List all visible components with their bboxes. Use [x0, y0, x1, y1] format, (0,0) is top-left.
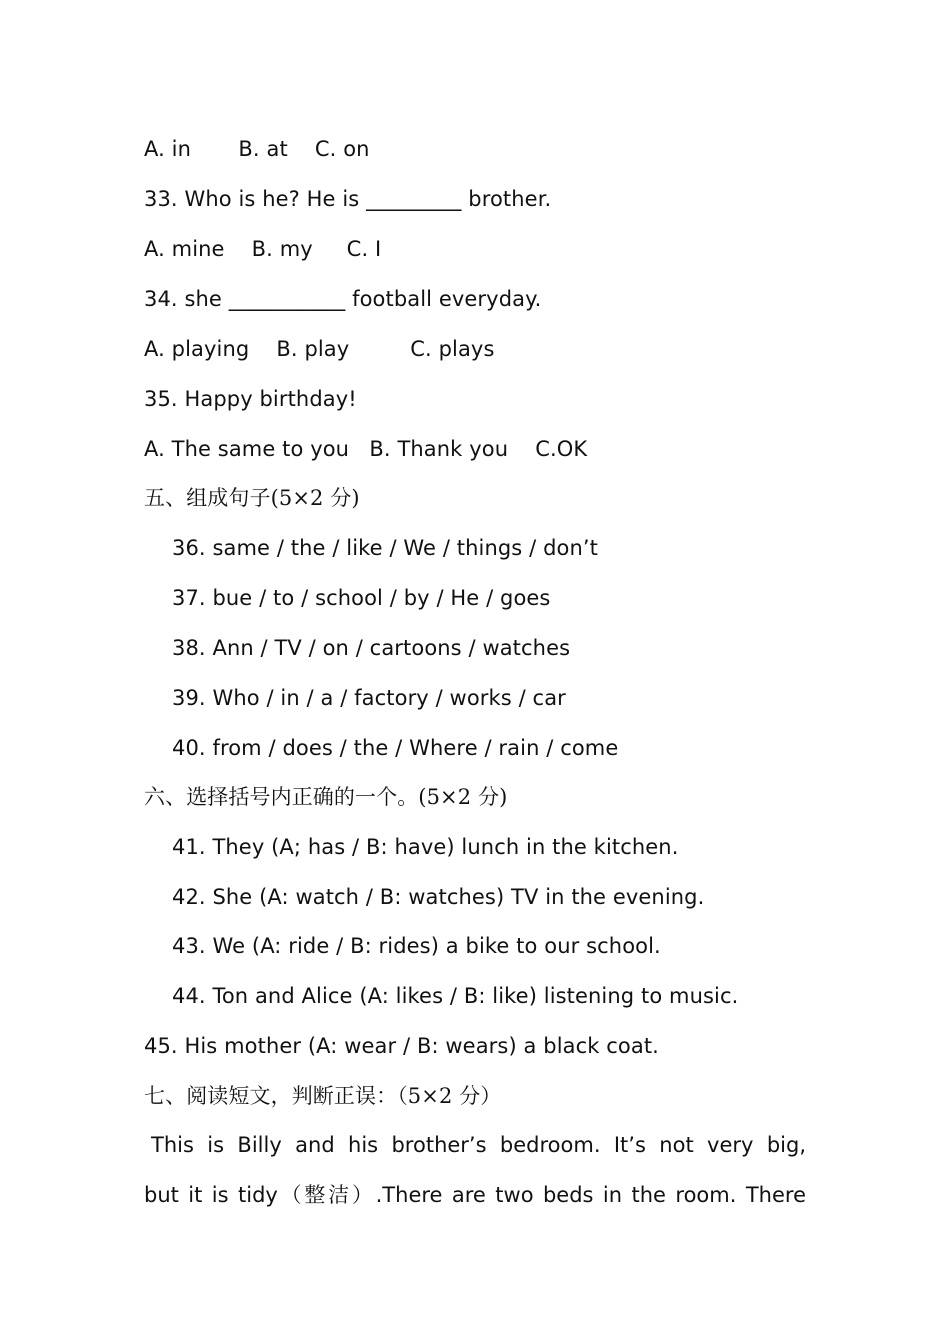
question-33: 33. Who is he? He is _________ brother. — [144, 187, 552, 211]
question-41: 41. They (A; has / B: have) lunch in the kitchen. — [172, 835, 679, 859]
section-7-heading: 七、阅读短文，判断正误：（5×2 分） — [144, 1084, 502, 1108]
question-42: 42. She (A: watch / B: watches) TV in the evening. — [172, 885, 705, 909]
question-43: 43. We (A: ride / B: rides) a bike to our school. — [172, 934, 661, 958]
q35-options: A. The same to you B. Thank you C.OK — [144, 437, 588, 461]
question-37: 37. bue / to / school / by / He / goes — [172, 586, 551, 610]
passage-line-2: but it is tidy（整洁）.There are two beds in the room. There — [144, 1183, 806, 1207]
question-45: 45. His mother (A: wear / B: wears) a black coat. — [144, 1034, 659, 1058]
question-40: 40. from / does / the / Where / rain / come — [172, 736, 619, 760]
question-34: 34. she ___________ football everyday. — [144, 287, 542, 311]
section-5-heading: 五、组成句子(5×2 分) — [144, 486, 360, 510]
q33-options: A. mine B. my C. I — [144, 237, 382, 261]
section-6-heading: 六、选择括号内正确的一个。(5×2 分) — [144, 785, 508, 809]
question-39: 39. Who / in / a / factory / works / car — [172, 686, 566, 710]
question-35: 35. Happy birthday! — [144, 387, 357, 411]
question-38: 38. Ann / TV / on / cartoons / watches — [172, 636, 571, 660]
question-36: 36. same / the / like / We / things / don’t — [172, 536, 598, 560]
question-44: 44. Ton and Alice (A: likes / B: like) listening to music. — [172, 984, 739, 1008]
q32-options: A. in B. at C. on — [144, 137, 370, 161]
passage-line-1: This is Billy and his brother’s bedroom. It’s not very big, — [151, 1133, 806, 1157]
q34-options: A. playing B. play C. plays — [144, 337, 495, 361]
